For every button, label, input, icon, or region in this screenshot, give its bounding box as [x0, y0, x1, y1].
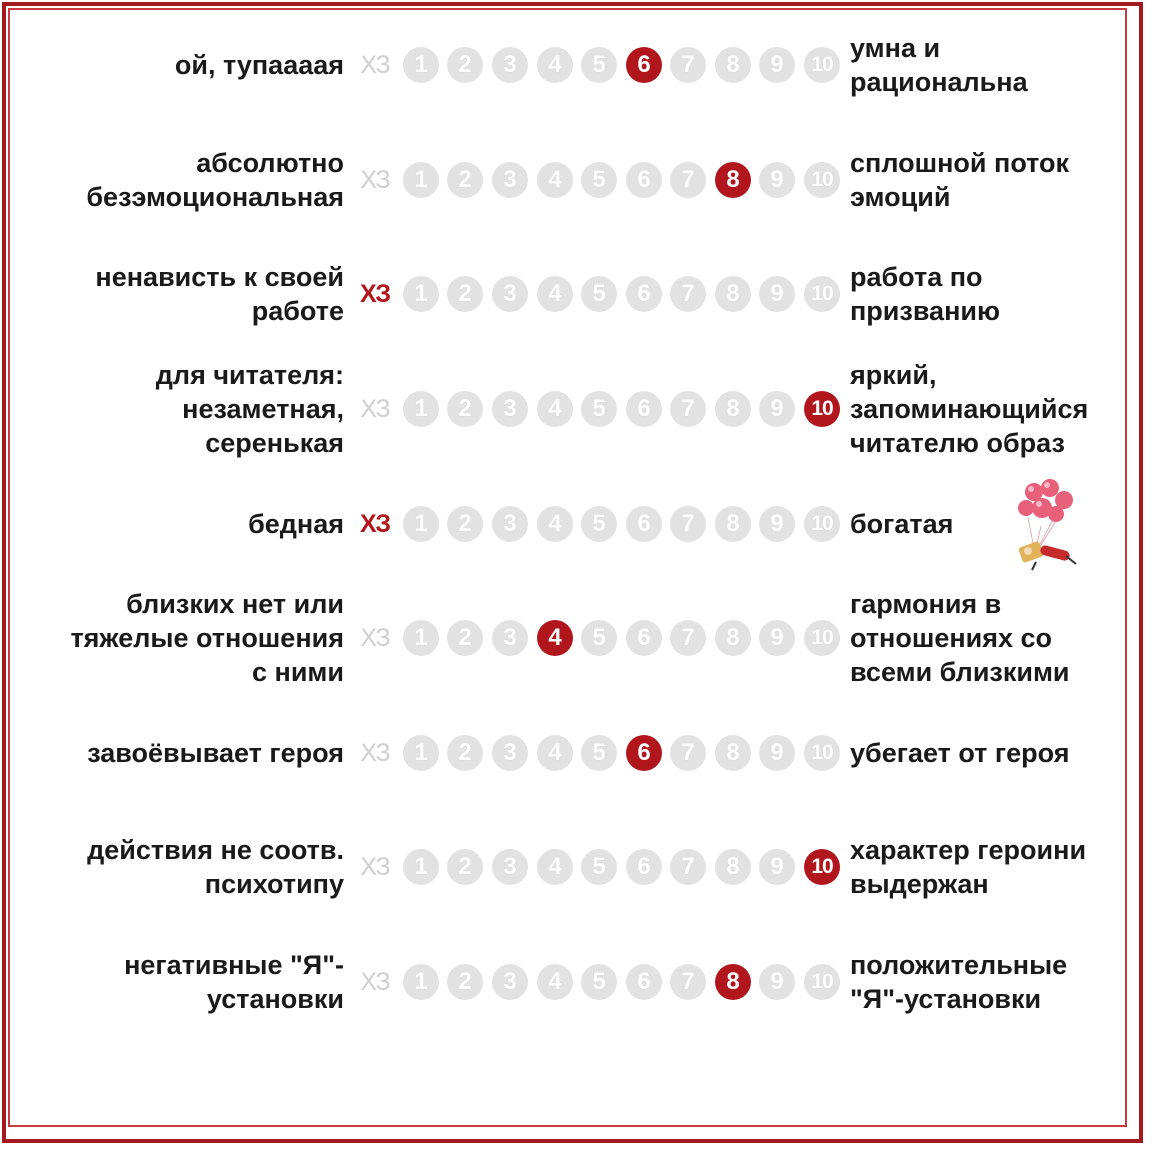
rating-option-2[interactable]: 2: [447, 964, 483, 1000]
rating-option-1[interactable]: 1: [403, 47, 439, 83]
rating-option-9[interactable]: 9: [759, 506, 795, 542]
rating-option-10[interactable]: 10: [804, 506, 840, 542]
right-criterion-label: гармония в отношениях со всеми близкими: [850, 589, 1070, 687]
rating-option-6[interactable]: 6: [626, 506, 662, 542]
rating-option-2[interactable]: 2: [447, 849, 483, 885]
rating-option-10[interactable]: 10: [804, 735, 840, 771]
rating-option-5[interactable]: 5: [581, 849, 617, 885]
rating-option-4[interactable]: 4: [537, 391, 573, 427]
rating-option-5[interactable]: 5: [581, 47, 617, 83]
rating-option-xz[interactable]: ХЗ: [360, 624, 390, 652]
rating-option-10[interactable]: 10: [804, 391, 840, 427]
rating-option-2[interactable]: 2: [447, 735, 483, 771]
rating-option-9[interactable]: 9: [759, 276, 795, 312]
left-criterion-label: для читателя: незаметная, серенькая: [155, 360, 344, 458]
rating-option-2[interactable]: 2: [447, 276, 483, 312]
rating-option-3[interactable]: 3: [492, 620, 528, 656]
rating-option-xz[interactable]: ХЗ: [360, 395, 390, 423]
left-criterion-label: ой, тупаааая: [174, 50, 344, 80]
rating-scale: [356, 961, 846, 1003]
right-criterion-label: богатая: [850, 509, 954, 539]
right-criterion-label: характер героини выдержан: [850, 835, 1087, 899]
rating-option-xz[interactable]: ХЗ: [360, 853, 390, 881]
rating-option-6[interactable]: 6: [626, 735, 662, 771]
rating-option-9[interactable]: 9: [759, 47, 795, 83]
rating-option-7[interactable]: 7: [670, 276, 706, 312]
rating-option-1[interactable]: 1: [403, 964, 439, 1000]
rating-option-5[interactable]: 5: [581, 276, 617, 312]
rating-option-4[interactable]: 4: [537, 964, 573, 1000]
rating-option-3[interactable]: 3: [492, 735, 528, 771]
rating-option-8[interactable]: 8: [715, 506, 751, 542]
right-criterion-label: работа по призванию: [850, 262, 1001, 326]
rating-option-5[interactable]: 5: [581, 391, 617, 427]
right-criterion-label: сплошной поток эмоций: [850, 148, 1070, 212]
rating-option-1[interactable]: 1: [403, 506, 439, 542]
rating-option-4[interactable]: 4: [537, 162, 573, 198]
left-criterion-label: близких нет или тяжелые отношения с ними: [70, 589, 344, 687]
right-criterion-label: яркий, запоминающийся читателю образ: [850, 360, 1089, 458]
left-criterion-label: завоёвывает героя: [87, 738, 344, 768]
rating-option-xz[interactable]: ХЗ: [360, 739, 390, 767]
rating-option-8[interactable]: 8: [715, 47, 751, 83]
rating-option-xz[interactable]: ХЗ: [360, 968, 390, 996]
rating-option-8[interactable]: 8: [715, 849, 751, 885]
rating-option-7[interactable]: 7: [670, 735, 706, 771]
rating-option-9[interactable]: 9: [759, 735, 795, 771]
rating-option-4[interactable]: 4: [537, 47, 573, 83]
rating-option-1[interactable]: 1: [403, 391, 439, 427]
rating-option-8[interactable]: 8: [715, 162, 751, 198]
rating-option-6[interactable]: 6: [626, 849, 662, 885]
rating-scale: [356, 503, 846, 545]
right-criterion-label: умна и рациональна: [850, 33, 1028, 97]
rating-option-xz[interactable]: ХЗ: [359, 280, 390, 308]
rating-scale: [356, 732, 846, 774]
rating-option-3[interactable]: 3: [492, 391, 528, 427]
rating-option-3[interactable]: 3: [492, 964, 528, 1000]
rating-option-9[interactable]: 9: [759, 849, 795, 885]
rating-option-xz[interactable]: ХЗ: [359, 510, 390, 538]
rating-option-4[interactable]: 4: [537, 849, 573, 885]
left-criterion-label: бедная: [248, 509, 344, 539]
rating-option-4[interactable]: 4: [537, 735, 573, 771]
rating-option-7[interactable]: 7: [670, 391, 706, 427]
rating-option-5[interactable]: 5: [581, 506, 617, 542]
rating-option-7[interactable]: 7: [670, 47, 706, 83]
right-criterion-label: положительные "Я"-установки: [850, 950, 1068, 1014]
rating-option-6[interactable]: 6: [626, 391, 662, 427]
rating-option-5[interactable]: 5: [581, 735, 617, 771]
rating-option-8[interactable]: 8: [715, 964, 751, 1000]
rating-option-9[interactable]: 9: [759, 620, 795, 656]
rating-option-4[interactable]: 4: [537, 506, 573, 542]
rating-option-3[interactable]: 3: [492, 47, 528, 83]
rating-option-8[interactable]: 8: [715, 620, 751, 656]
rating-option-3[interactable]: 3: [492, 849, 528, 885]
rating-scale: [356, 388, 846, 430]
left-criterion-label: абсолютно безэмоциональная: [86, 148, 344, 212]
rating-option-10[interactable]: 10: [804, 162, 840, 198]
rating-option-6[interactable]: 6: [626, 162, 662, 198]
rating-option-2[interactable]: 2: [447, 620, 483, 656]
rating-option-3[interactable]: 3: [492, 276, 528, 312]
rating-option-5[interactable]: 5: [581, 162, 617, 198]
rating-option-7[interactable]: 7: [670, 620, 706, 656]
rating-option-1[interactable]: 1: [403, 849, 439, 885]
rating-option-xz[interactable]: ХЗ: [360, 166, 390, 194]
rating-scale: [356, 44, 846, 86]
rating-scale: [356, 159, 846, 201]
rating-option-1[interactable]: 1: [403, 735, 439, 771]
rating-option-7[interactable]: 7: [670, 162, 706, 198]
rating-option-9[interactable]: 9: [759, 964, 795, 1000]
rating-option-10[interactable]: 10: [804, 47, 840, 83]
rating-scale: [356, 617, 846, 659]
rating-option-10[interactable]: 10: [804, 964, 840, 1000]
rating-option-8[interactable]: 8: [715, 735, 751, 771]
rating-option-9[interactable]: 9: [759, 391, 795, 427]
rating-option-6[interactable]: 6: [626, 47, 662, 83]
rating-option-2[interactable]: 2: [447, 391, 483, 427]
rating-scale: [356, 846, 846, 888]
rating-option-5[interactable]: 5: [581, 620, 617, 656]
rating-option-4[interactable]: 4: [537, 276, 573, 312]
rating-option-xz[interactable]: ХЗ: [360, 51, 390, 79]
right-criterion-label: убегает от героя: [850, 738, 1070, 768]
rating-option-2[interactable]: 2: [447, 162, 483, 198]
rating-option-4[interactable]: 4: [537, 620, 573, 656]
rating-option-7[interactable]: 7: [670, 506, 706, 542]
rating-option-8[interactable]: 8: [715, 391, 751, 427]
rating-option-10[interactable]: 10: [804, 849, 840, 885]
rating-option-10[interactable]: 10: [804, 620, 840, 656]
rating-option-1[interactable]: 1: [403, 162, 439, 198]
rating-option-8[interactable]: 8: [715, 276, 751, 312]
rating-option-2[interactable]: 2: [447, 506, 483, 542]
rating-option-6[interactable]: 6: [626, 276, 662, 312]
left-criterion-label: действия не соотв. психотипу: [87, 835, 344, 899]
left-criterion-label: негативные "Я"- установки: [124, 950, 344, 1014]
rating-option-7[interactable]: 7: [670, 849, 706, 885]
rating-option-6[interactable]: 6: [626, 964, 662, 1000]
rating-option-3[interactable]: 3: [492, 162, 528, 198]
rating-option-1[interactable]: 1: [403, 276, 439, 312]
rating-option-7[interactable]: 7: [670, 964, 706, 1000]
rating-option-1[interactable]: 1: [403, 620, 439, 656]
rating-option-9[interactable]: 9: [759, 162, 795, 198]
heart-balloons-icon: [1006, 478, 1086, 574]
rating-option-2[interactable]: 2: [447, 47, 483, 83]
rating-option-6[interactable]: 6: [626, 620, 662, 656]
rating-option-10[interactable]: 10: [804, 276, 840, 312]
rating-scale: [356, 273, 846, 315]
rating-option-5[interactable]: 5: [581, 964, 617, 1000]
left-criterion-label: ненависть к своей работе: [95, 262, 344, 326]
rating-option-3[interactable]: 3: [492, 506, 528, 542]
